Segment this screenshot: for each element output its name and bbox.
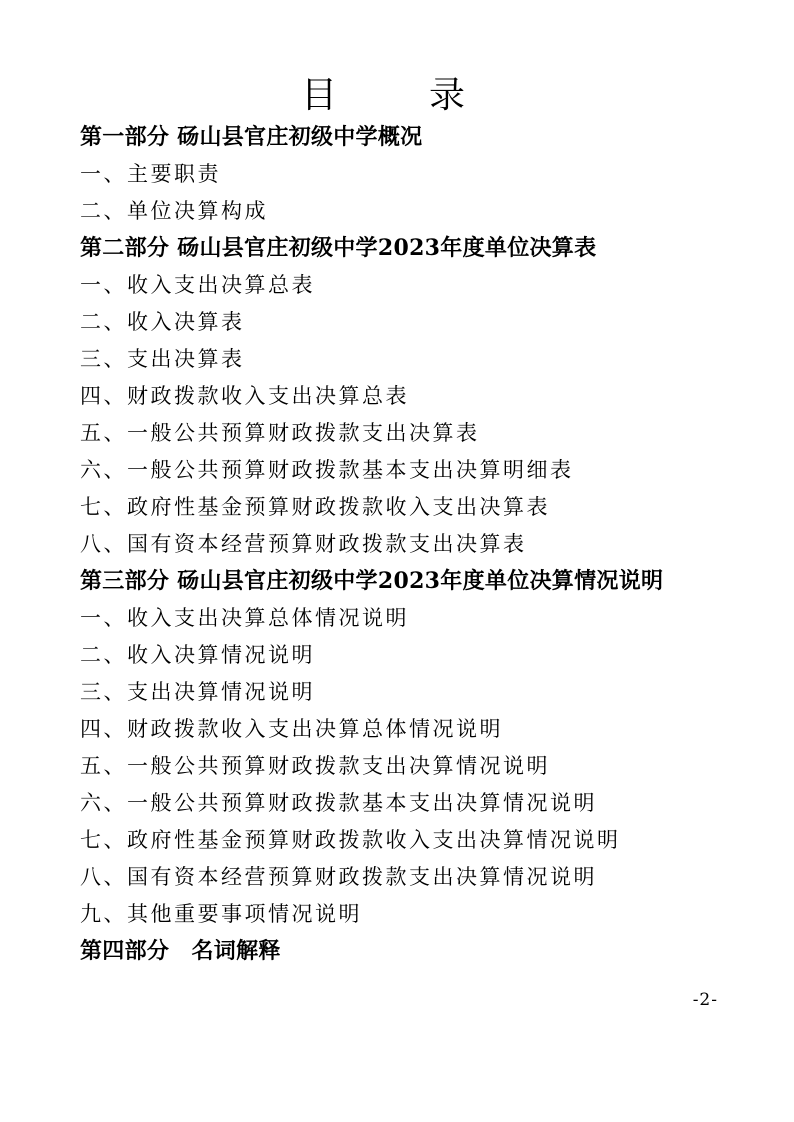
toc-part-1[interactable]: 第一部分 砀山县官庄初级中学概况: [80, 124, 423, 150]
toc-item[interactable]: 五、一般公共预算财政拨款支出决算情况说明: [80, 754, 550, 778]
toc-item[interactable]: 八、国有资本经营预算财政拨款支出决算情况说明: [80, 865, 597, 889]
toc-item[interactable]: 一、主要职责: [80, 162, 221, 186]
toc-item[interactable]: 一、收入支出决算总表: [80, 273, 315, 297]
toc-part-4[interactable]: 第四部分 名词解释: [80, 938, 281, 964]
toc-item[interactable]: 三、支出决算表: [80, 347, 245, 371]
toc-item[interactable]: 一、收入支出决算总体情况说明: [80, 606, 409, 630]
toc-item[interactable]: 二、收入决算表: [80, 310, 245, 334]
toc-item[interactable]: 六、一般公共预算财政拨款基本支出决算明细表: [80, 458, 574, 482]
toc-item[interactable]: 九、其他重要事项情况说明: [80, 902, 362, 926]
page-number: -2-: [692, 990, 718, 1010]
toc-item[interactable]: 七、政府性基金预算财政拨款收入支出决算情况说明: [80, 828, 621, 852]
toc-part-3[interactable]: 第三部分 砀山县官庄初级中学2023年度单位决算情况说明: [80, 568, 664, 594]
toc-item[interactable]: 四、财政拨款收入支出决算总体情况说明: [80, 717, 503, 741]
toc-item[interactable]: 四、财政拨款收入支出决算总表: [80, 384, 409, 408]
toc-item[interactable]: 五、一般公共预算财政拨款支出决算表: [80, 421, 480, 445]
toc-part-2[interactable]: 第二部分 砀山县官庄初级中学2023年度单位决算表: [80, 235, 597, 261]
toc-item[interactable]: 八、国有资本经营预算财政拨款支出决算表: [80, 532, 527, 556]
toc-item[interactable]: 六、一般公共预算财政拨款基本支出决算情况说明: [80, 791, 597, 815]
page-title: 目 录: [300, 75, 493, 116]
toc-item[interactable]: 七、政府性基金预算财政拨款收入支出决算表: [80, 495, 550, 519]
table-of-contents: [80, 119, 740, 970]
toc-item[interactable]: 二、单位决算构成: [80, 199, 268, 223]
toc-item[interactable]: 三、支出决算情况说明: [80, 680, 315, 704]
toc-item[interactable]: 二、收入决算情况说明: [80, 643, 315, 667]
